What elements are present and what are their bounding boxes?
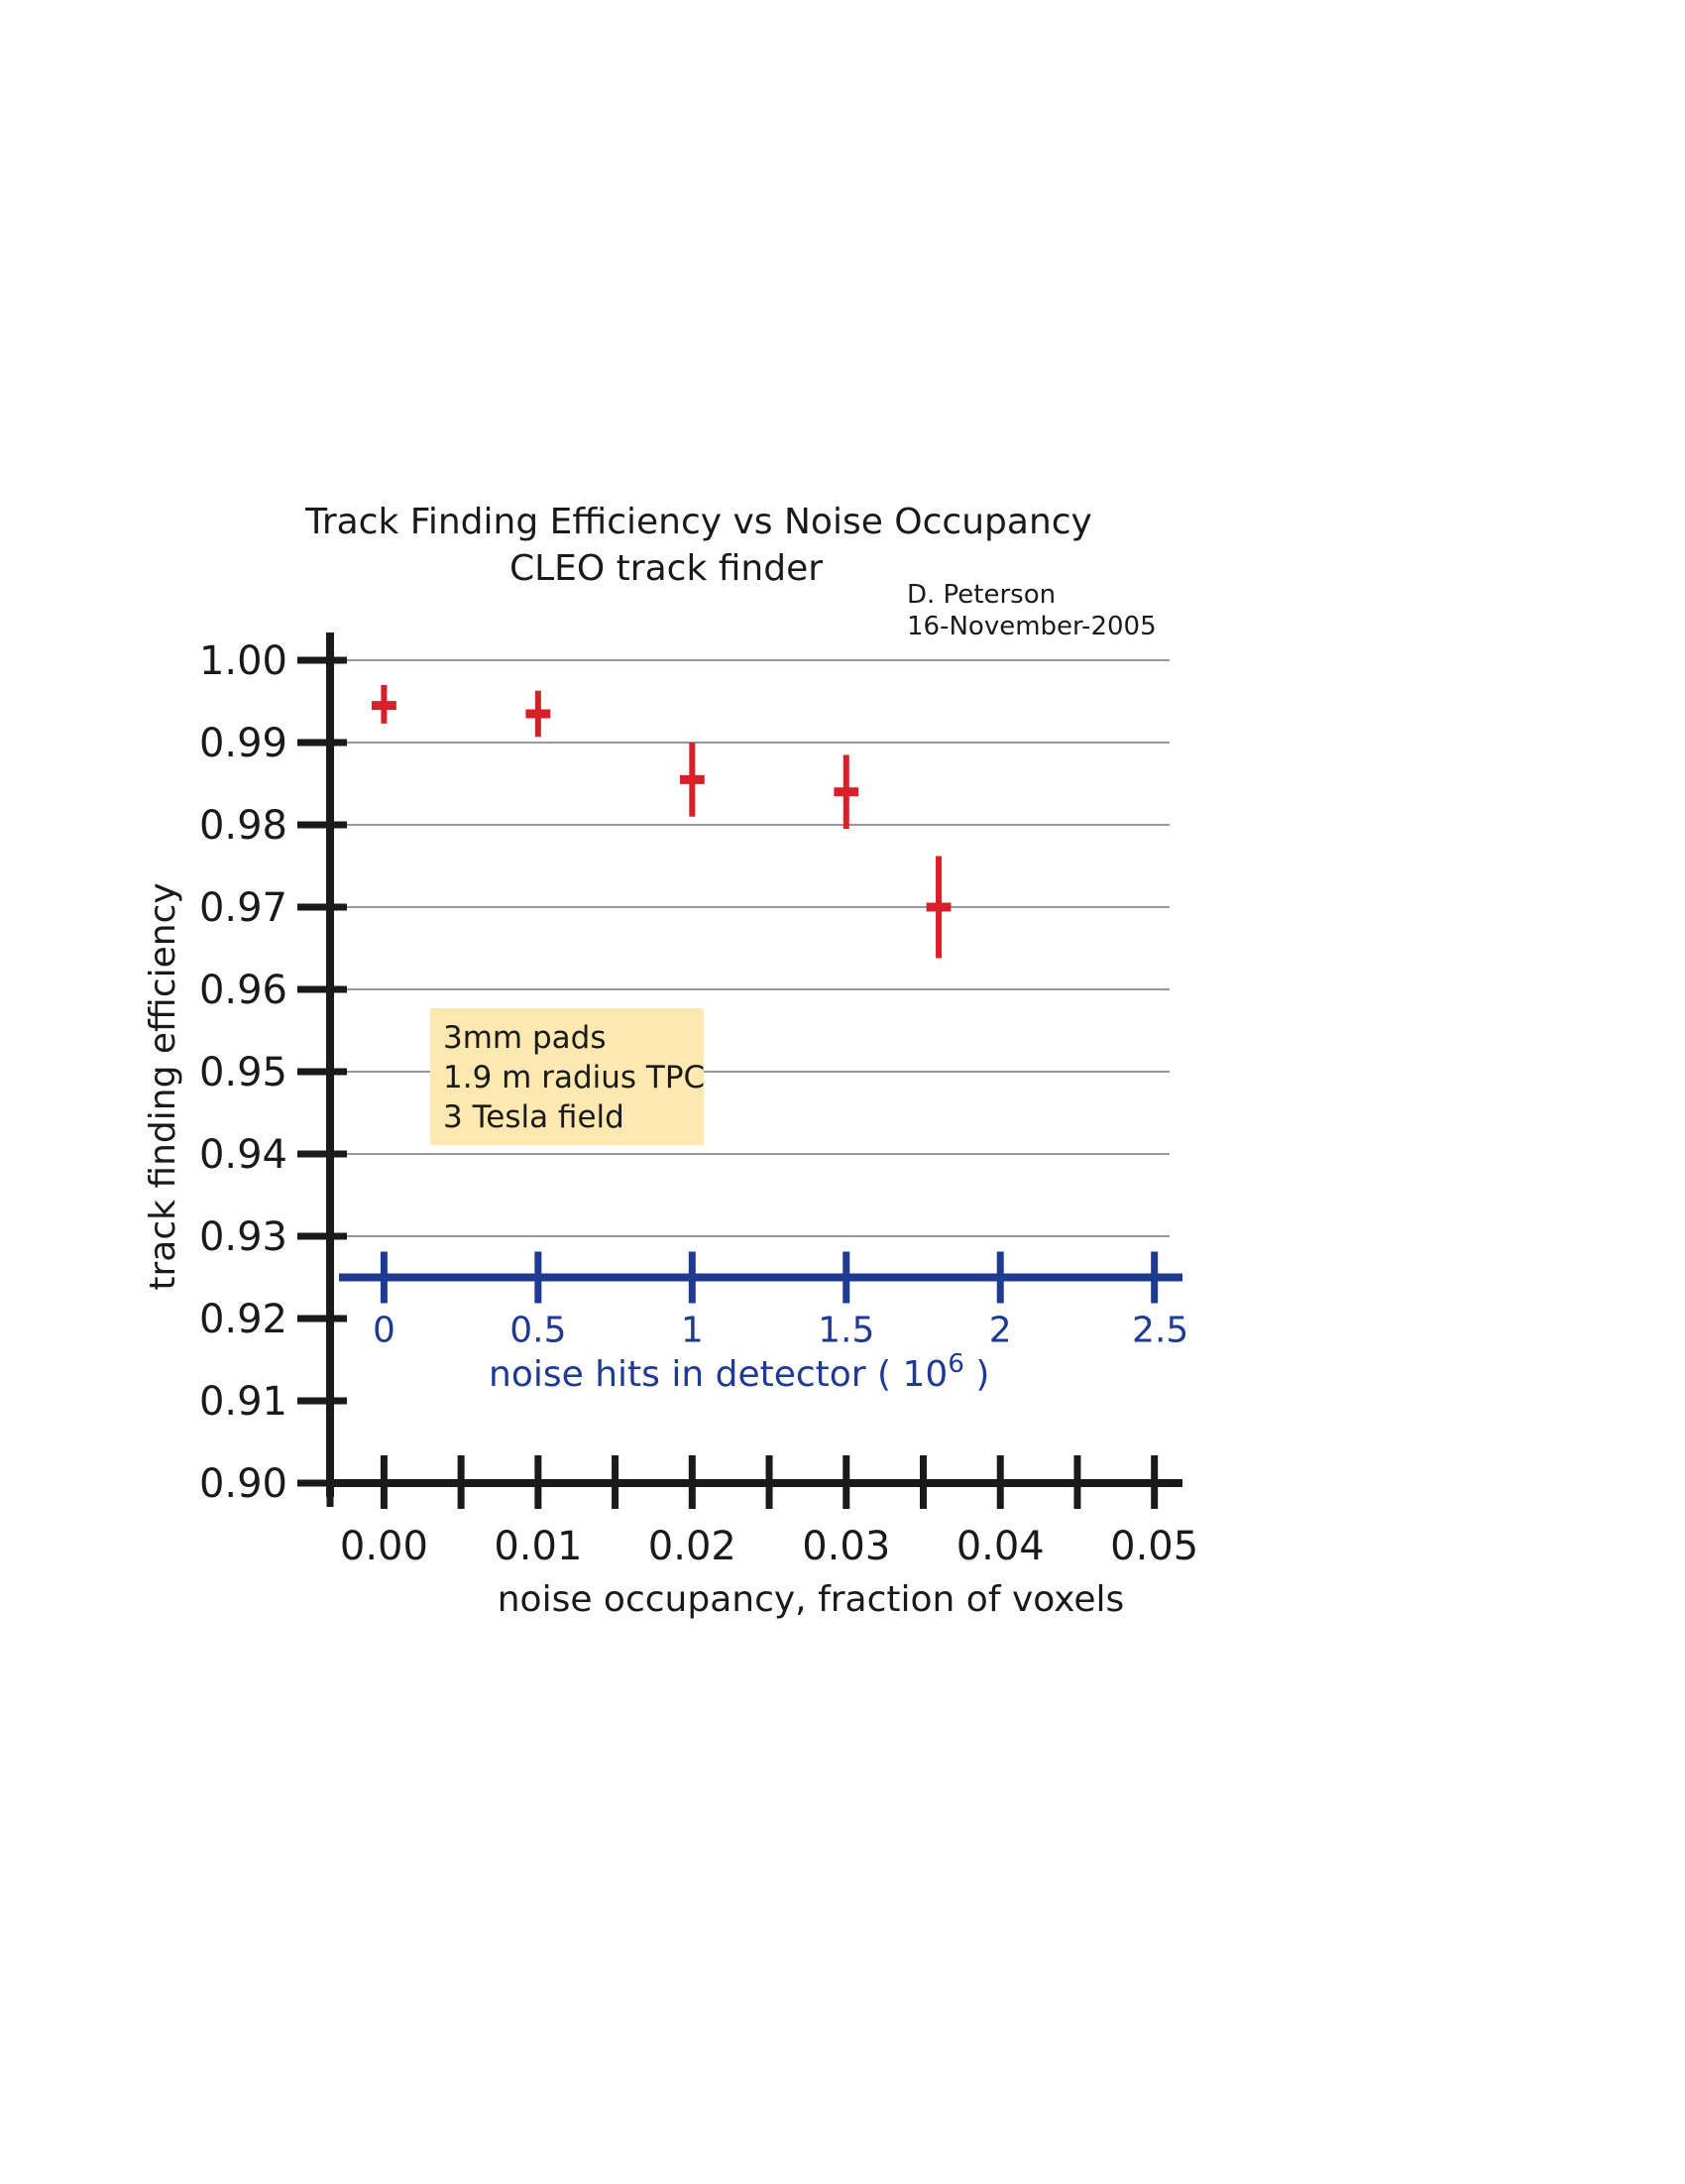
secondary-x-axis-label-exponent: 6 [948,1349,964,1379]
data-point [680,743,705,817]
x-tick-label: 0.02 [647,1524,736,1569]
chart-author: D. Peterson [907,580,1057,610]
x-axis-label: noise occupancy, fraction of voxels [497,1579,1125,1620]
secondary-x-axis [339,1252,1188,1351]
secondary-x-axis-label-main: noise hits in detector ( 10 [489,1354,949,1395]
data-point [927,857,952,959]
y-tick-label: 0.90 [198,1461,287,1507]
y-tick-label: 0.92 [198,1297,287,1342]
secondary-x-axis-label [489,1349,989,1395]
y-tick-label: 0.93 [198,1214,287,1260]
x-tick-label: 0.03 [802,1524,891,1569]
data-point [372,685,396,724]
chart-titles [304,502,1156,641]
annotation-line-3: 3 Tesla field [443,1099,624,1135]
chart-title: Track Finding Efficiency vs Noise Occupancy [305,502,1092,542]
x-tick-label: 0.05 [1110,1524,1199,1569]
y-tick-label: 0.94 [198,1132,287,1178]
x-tick-label: 0.01 [494,1524,583,1569]
y-tick-label: 0.96 [198,968,287,1013]
secondary-x-axis-label-close: ) [963,1354,990,1395]
annotation-line-2: 1.9 m radius TPC [443,1060,706,1095]
y-tick-label: 0.91 [198,1379,287,1425]
chart-subtitle: CLEO track finder [508,548,824,589]
y-tick-label: 1.00 [198,638,287,684]
gridlines [330,660,1170,1236]
secondary-x-tick-label: 2 [988,1310,1012,1351]
annotation-line-1: 3mm pads [443,1020,607,1056]
data-point [525,691,550,737]
annotation-box [430,1008,705,1145]
x-tick-label: 0.04 [955,1524,1045,1569]
y-tick-label: 0.98 [198,803,287,849]
data-points [372,685,952,959]
chart-date: 16-November-2005 [907,612,1157,641]
secondary-x-tick-label: 0.5 [509,1310,567,1351]
secondary-x-tick-label: 1.5 [818,1310,875,1351]
y-axis-label: track finding efficiency [143,882,183,1291]
secondary-x-tick-label: 0 [372,1310,395,1351]
secondary-x-tick-label: 2.5 [1132,1310,1189,1351]
y-tick-label: 0.95 [198,1050,287,1095]
y-tick-label: 0.97 [198,885,287,931]
y-tick-label: 0.99 [198,721,287,766]
x-tick-label: 0.00 [339,1524,428,1569]
data-point [834,754,858,829]
y-axis [199,632,347,1507]
x-axis [326,1455,1198,1569]
secondary-x-tick-label: 1 [680,1310,704,1351]
